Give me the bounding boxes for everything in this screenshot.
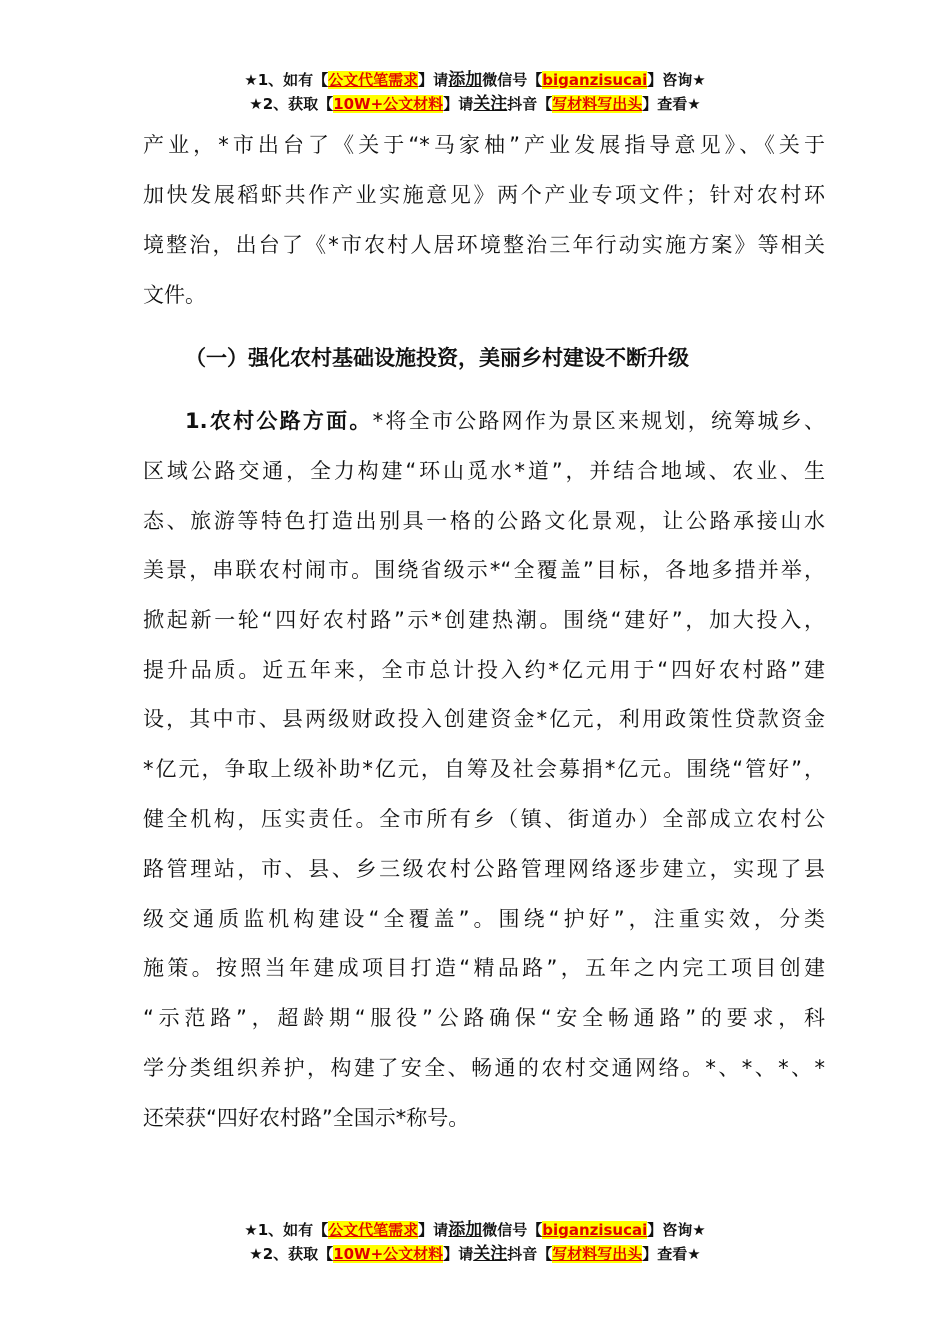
body-line: 健全机构，压实责任。全市所有乡（镇、街道办）全部成立农村公 bbox=[143, 807, 825, 831]
promo-line-1 bbox=[0, 1218, 950, 1242]
body-line: 美景，串联农村闹市。围绕省级示*“全覆盖”目标，各地多措并举， bbox=[143, 558, 825, 582]
text: 】请 bbox=[443, 1245, 474, 1263]
body-line: 区域公路交通，全力构建“环山觅水*道”，并结合地域、农业、生 bbox=[143, 459, 825, 483]
text: 微信号【 bbox=[482, 71, 543, 89]
body-line: 级交通质监机构建设“全覆盖”。围绕“护好”，注重实效，分类 bbox=[143, 907, 825, 931]
section-heading: （一）强化农村基础设施投资，美丽乡村建设不断升级 bbox=[185, 346, 689, 370]
body-line: 施策。按照当年建成项目打造“精品路”，五年之内完工项目创建 bbox=[143, 956, 825, 980]
promo-line-1 bbox=[0, 68, 950, 92]
promo-line-2 bbox=[0, 1242, 950, 1266]
highlight: 公文代笔需求 bbox=[328, 1221, 419, 1239]
underlined-text: 添加 bbox=[448, 1220, 483, 1240]
text: 抖音【 bbox=[507, 1245, 553, 1263]
body-line: 加快发展稻虾共作产业实施意见》两个产业专项文件；针对农村环 bbox=[143, 183, 825, 207]
body-line: 掀起新一轮“四好农村路”示*创建热潮。围绕“建好”，加大投入， bbox=[143, 608, 825, 632]
promo-banner-top bbox=[0, 68, 950, 116]
text: 】咨询★ bbox=[647, 71, 706, 89]
text: 微信号【 bbox=[482, 1221, 543, 1239]
highlight: 公文代笔需求 bbox=[328, 71, 419, 89]
text: ★2、获取【 bbox=[249, 95, 334, 113]
body-line: “示范路”，超龄期“服役”公路确保“安全畅通路”的要求，科 bbox=[143, 1006, 825, 1030]
subheading: 1.农村公路方面。 bbox=[185, 409, 373, 433]
underlined-text: 添加 bbox=[448, 70, 483, 90]
highlight: 10W+公文材料 bbox=[333, 1245, 444, 1263]
text: 】查看★ bbox=[642, 1245, 701, 1263]
text: 】请 bbox=[418, 1221, 449, 1239]
text: 】请 bbox=[443, 95, 474, 113]
text: 抖音【 bbox=[507, 95, 553, 113]
text: 】咨询★ bbox=[647, 1221, 706, 1239]
text: ★1、如有【 bbox=[244, 1221, 329, 1239]
body-line: 学分类组织养护，构建了安全、畅通的农村交通网络。*、*、*、* bbox=[143, 1056, 825, 1080]
body-line: 产业，*市出台了《关于“*马家柚”产业发展指导意见》、《关于 bbox=[143, 133, 825, 157]
body-line: 设，其中市、县两级财政投入创建资金*亿元，利用政策性贷款资金 bbox=[143, 707, 825, 731]
highlight: 写材料写出头 bbox=[552, 95, 643, 113]
body-line bbox=[185, 406, 825, 436]
underlined-text: 关注 bbox=[473, 1244, 508, 1264]
body-line: *亿元，争取上级补助*亿元，自筹及社会募捐*亿元。围绕“管好”， bbox=[143, 757, 825, 781]
text: ★2、获取【 bbox=[249, 1245, 334, 1263]
text: 】查看★ bbox=[642, 95, 701, 113]
body-line: 路管理站，市、县、乡三级农村公路管理网络逐步建立，实现了县 bbox=[143, 857, 825, 881]
body-line: 态、旅游等特色打造出别具一格的公路文化景观，让公路承接山水 bbox=[143, 509, 825, 533]
text: 】请 bbox=[418, 71, 449, 89]
promo-banner-bottom bbox=[0, 1218, 950, 1266]
highlight: 10W+公文材料 bbox=[333, 95, 444, 113]
body-line: 境整治，出台了《*市农村人居环境整治三年行动实施方案》等相关 bbox=[143, 233, 825, 257]
text: *将全市公路网作为景区来规划，统筹城乡、 bbox=[372, 409, 825, 433]
promo-line-2 bbox=[0, 92, 950, 116]
body-line: 提升品质。近五年来，全市总计投入约*亿元用于“四好农村路”建 bbox=[143, 658, 825, 682]
body-line: 文件。 bbox=[143, 283, 206, 307]
highlight: biganzisucai bbox=[542, 71, 648, 89]
highlight: 写材料写出头 bbox=[552, 1245, 643, 1263]
highlight: biganzisucai bbox=[542, 1221, 648, 1239]
body-line: 还荣获“四好农村路”全国示*称号。 bbox=[143, 1106, 470, 1130]
underlined-text: 关注 bbox=[473, 94, 508, 114]
text: ★1、如有【 bbox=[244, 71, 329, 89]
